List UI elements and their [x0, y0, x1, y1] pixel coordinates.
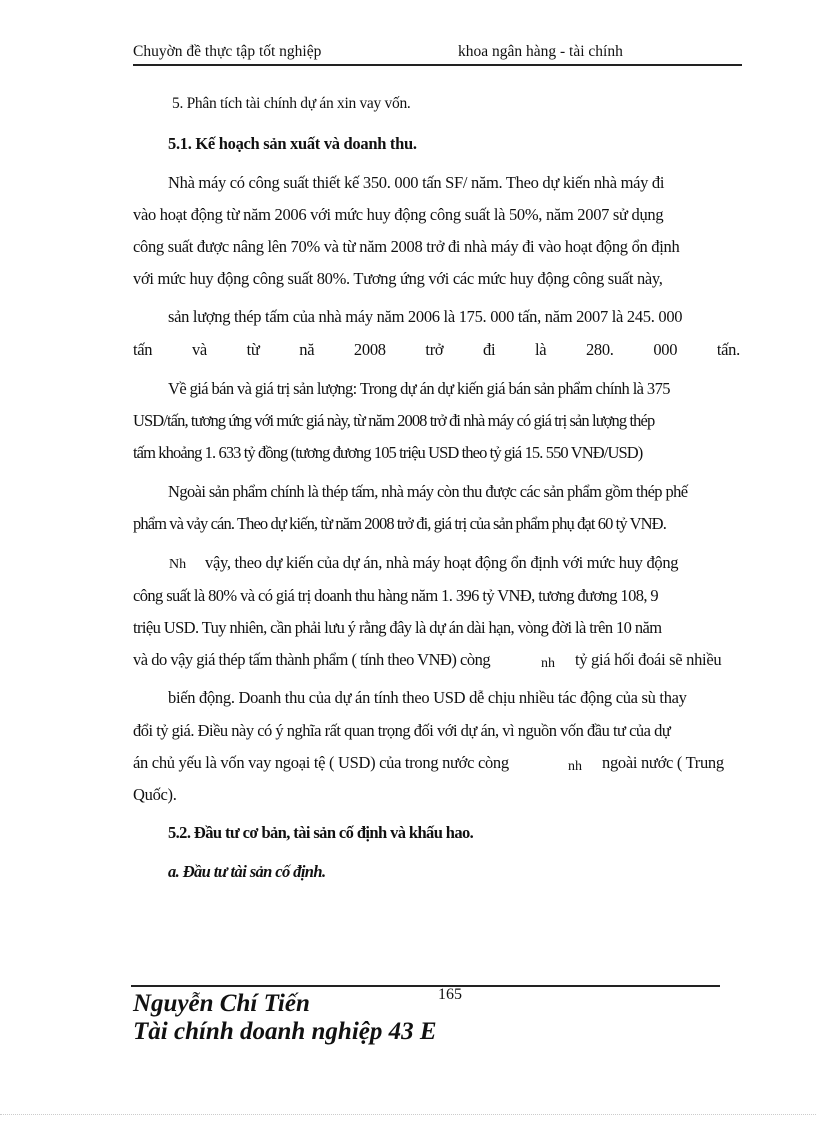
header-right: khoa ngân hàng - tài chính	[458, 43, 623, 60]
word: tấn.	[716, 340, 740, 359]
para5-line5: biến động. Doanh thu của dự án tính theo USD dễ chịu nhiều tác động của sù thay	[168, 688, 687, 707]
para4-line2: phẩm và vảy cán. Theo dự kiến, từ năm 2008 trở đi, giá trị của sản phẩm phụ đạt 60 tỷ VNĐ.	[133, 514, 666, 533]
para3-line3: tấm khoảng 1. 633 tỷ đồng (tương đương 105 triệu USD theo tỷ giá 15. 550 VNĐ/USD)	[133, 443, 643, 462]
para3-line2: USD/tấn, tương ứng với mức giá này, từ năm 2008 trở đi nhà máy có giá trị sản lượng thép	[133, 411, 655, 430]
para5-line7-nh: nh	[568, 759, 582, 774]
section-5-2-heading: 5.2. Đầu tư cơ bản, tài sản cố định và khấu hao.	[168, 823, 474, 842]
para5-line1: vậy, theo dự kiến của dự án, nhà máy hoạt động ổn định với mức huy động	[205, 553, 679, 572]
para3-line1: Về giá bán và giá trị sản lượng: Trong dự án dự kiến giá bán sản phẩm chính là 375	[168, 379, 670, 398]
word: tấn	[133, 340, 153, 359]
word: đi	[483, 340, 496, 359]
para5-lead-nh: Nh	[169, 557, 187, 572]
para1-line2: vào hoạt động từ năm 2006 với mức huy động công suất là 50%, năm 2007 sử dụng	[133, 205, 664, 224]
footer-class: Tài chính doanh nghiệp 43 E	[133, 1018, 437, 1045]
word: trở	[425, 340, 444, 359]
section-5-1-heading: 5.1. Kế hoạch sản xuất và doanh thu.	[168, 134, 417, 153]
footer-author: Nguyễn Chí Tiến	[133, 990, 310, 1017]
page-number: 165	[438, 986, 462, 1003]
footer-rule	[131, 985, 720, 987]
word: từ	[246, 340, 260, 359]
word: nă	[299, 340, 315, 359]
para5-line3: triệu USD. Tuy nhiên, cần phải lưu ý rằng đây là dự án dài hạn, vòng đời là trên 10 năm	[133, 618, 662, 637]
word: và	[191, 340, 207, 359]
section-5-heading: 5. Phân tích tài chính dự án xin vay vốn.	[172, 95, 411, 112]
para5-line6: đổi tỷ giá. Điều này có ý nghĩa rất quan trọng đối với dự án, vì nguồn vốn đầu tư của dự	[133, 721, 671, 740]
para4-line1: Ngoài sản phẩm chính là thép tấm, nhà máy còn thu được các sản phẩm gồm thép phế	[168, 482, 688, 501]
word: là	[534, 340, 547, 359]
para2-line2	[133, 340, 740, 360]
para5-line8: Quốc).	[133, 785, 177, 804]
para1-line3: công suất được nâng lên 70% và từ năm 2008 trở đi nhà máy đi vào hoạt động ổn định	[133, 237, 680, 256]
section-5-2-a-heading: a. Đầu tư tài sản cố định.	[168, 862, 326, 881]
word: 2008	[353, 340, 386, 359]
para5-line4-nh: nh	[541, 656, 555, 671]
para1-line4: với mức huy động công suất 80%. Tương ứng với các mức huy động công suất này,	[133, 269, 663, 288]
para5-line7b: ngoài nước ( Trung	[602, 753, 724, 772]
page-bottom-edge	[0, 1114, 816, 1115]
word: 280.	[585, 340, 614, 359]
header-left: Chuyờn đề thực tập tốt nghiệp	[133, 43, 322, 60]
para5-line4a: và do vậy giá thép tấm thành phẩm ( tính theo VNĐ) còng	[133, 650, 491, 669]
word: 000	[653, 340, 678, 359]
para1-line1: Nhà máy có công suất thiết kế 350. 000 tấn SF/ năm. Theo dự kiến nhà máy đi	[168, 173, 665, 192]
para5-line7a: án chủ yếu là vốn vay ngoại tệ ( USD) của trong nước còng	[133, 753, 509, 772]
para5-line2: công suất là 80% và có giá trị doanh thu hàng năm 1. 396 tỷ VNĐ, tương đương 108, 9	[133, 586, 659, 605]
para5-line4b: tỷ giá hối đoái sẽ nhiều	[575, 650, 722, 669]
header-rule	[133, 64, 742, 66]
para2-line1: sản lượng thép tấm của nhà máy năm 2006 là 175. 000 tấn, năm 2007 là 245. 000	[168, 307, 683, 326]
